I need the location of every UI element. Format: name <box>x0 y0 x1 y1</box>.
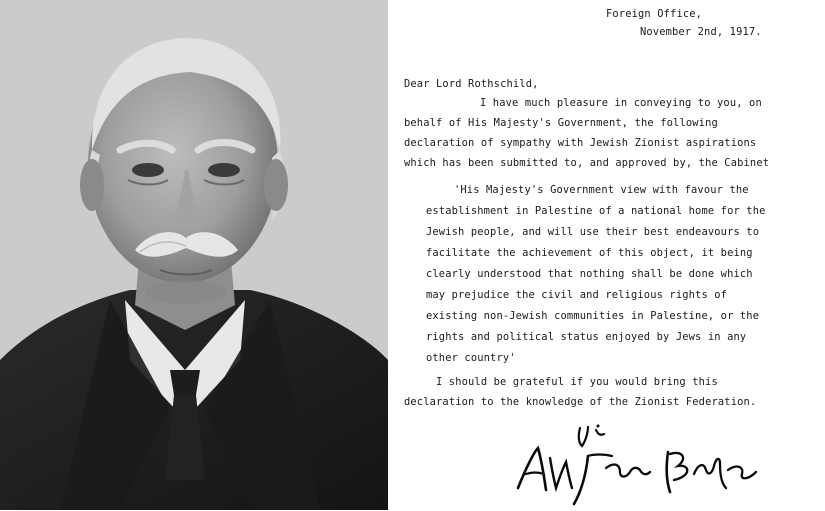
portrait-photo <box>0 0 388 510</box>
intro-line-3: declaration of sympathy with Jewish Zionist aspirations <box>404 137 757 149</box>
declaration-line-7: existing non-Jewish communities in Palestine, or the <box>426 310 760 322</box>
balfour-declaration-letter <box>388 0 825 510</box>
letter-salutation: Dear Lord Rothschild, <box>404 78 539 90</box>
declaration-line-1: 'His Majesty's Government view with favour the <box>454 184 749 196</box>
declaration-line-4: facilitate the achievement of this object, it being <box>426 247 753 259</box>
declaration-line-5: clearly understood that nothing shall be done which <box>426 268 753 280</box>
declaration-line-6: may prejudice the civil and religious rights of <box>426 289 728 301</box>
intro-line-2: behalf of His Majesty's Government, the following <box>404 117 718 129</box>
closing-line-2: declaration to the knowledge of the Zionist Federation. <box>404 396 757 408</box>
letter-office: Foreign Office, <box>606 8 703 20</box>
declaration-line-8: rights and political status enjoyed by Jews in any <box>426 331 747 343</box>
intro-line-4: which has been submitted to, and approved by, the Cabinet <box>404 157 770 169</box>
handwritten-signature <box>508 418 768 508</box>
declaration-line-9: other country' <box>426 352 516 364</box>
closing-line-1: I should be grateful if you would bring this <box>436 376 718 388</box>
intro-line-1: I have much pleasure in conveying to you, on <box>480 97 762 109</box>
signature-illustration <box>508 418 768 508</box>
letter-date: November 2nd, 1917. <box>640 26 762 38</box>
declaration-line-2: establishment in Palestine of a national home for the <box>426 205 766 217</box>
declaration-line-3: Jewish people, and will use their best endeavours to <box>426 226 760 238</box>
portrait-illustration <box>0 0 388 510</box>
